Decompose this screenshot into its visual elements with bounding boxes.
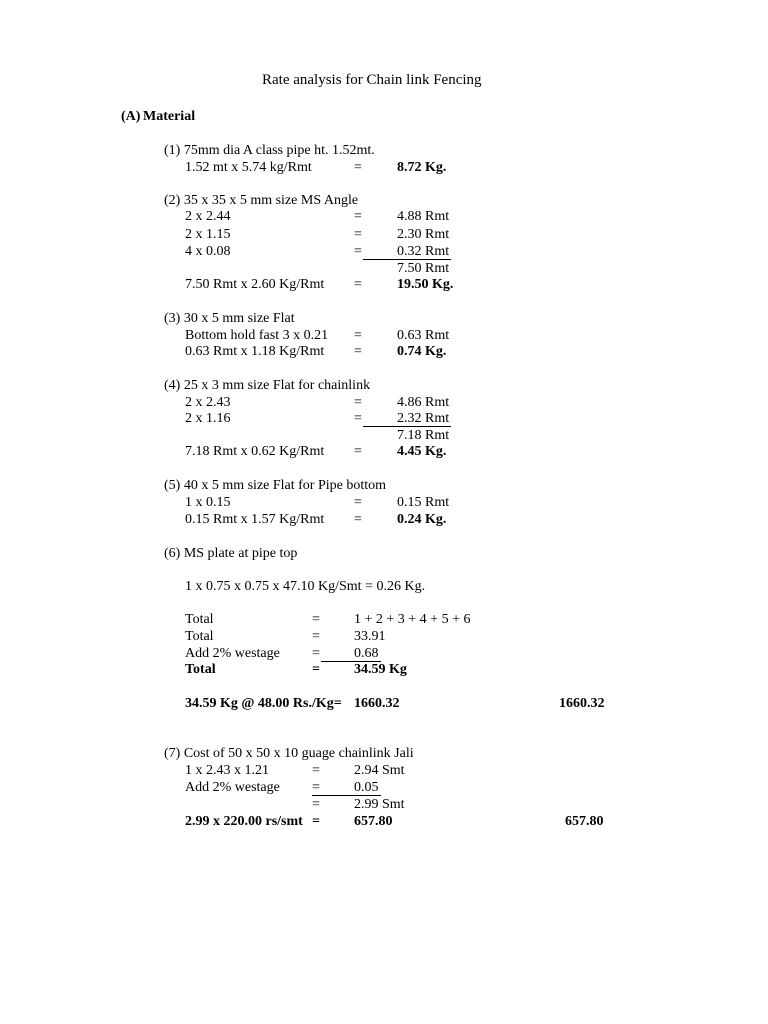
item-7-row-desc: Add 2% westage bbox=[185, 780, 280, 795]
item-5-row-eq: = bbox=[354, 512, 362, 527]
item-2-row-eq: = bbox=[354, 244, 362, 259]
item-2-row-val: 2.30 Rmt bbox=[397, 227, 450, 242]
item-2-row-desc: 4 x 0.08 bbox=[185, 244, 231, 259]
item-3-row-desc: Bottom hold fast 3 x 0.21 bbox=[185, 328, 329, 343]
totals-eq: = bbox=[312, 612, 320, 627]
totals-desc: Total bbox=[185, 662, 216, 677]
item-7-row-val: 2.94 Smt bbox=[354, 763, 405, 778]
item-7-rate-eq: = bbox=[312, 814, 320, 829]
section-label: (A) bbox=[121, 109, 141, 124]
totals-val: 1 + 2 + 3 + 4 + 5 + 6 bbox=[354, 612, 471, 627]
item-4-row-desc: 7.18 Rmt x 0.62 Kg/Rmt bbox=[185, 444, 325, 459]
item-2-row-val: 4.88 Rmt bbox=[397, 209, 450, 224]
section-name: Material bbox=[143, 109, 196, 124]
item-3-heading: (3) 30 x 5 mm size Flat bbox=[164, 311, 295, 326]
item-4-row-val: 4.86 Rmt bbox=[397, 395, 450, 410]
item-5-row-eq: = bbox=[354, 495, 362, 510]
totals-eq: = bbox=[312, 662, 320, 677]
totals-val: 33.91 bbox=[354, 629, 386, 644]
item-4-row-eq: = bbox=[354, 411, 362, 426]
item-2-row-desc: 7.50 Rmt x 2.60 Kg/Rmt bbox=[185, 277, 325, 292]
item-5-heading: (5) 40 x 5 mm size Flat for Pipe bottom bbox=[164, 478, 387, 493]
item-1-row-eq: = bbox=[354, 160, 362, 175]
item-1-row-desc: 1.52 mt x 5.74 kg/Rmt bbox=[185, 160, 312, 175]
item-7-row-eq: = bbox=[312, 797, 320, 812]
item-4-heading: (4) 25 x 3 mm size Flat for chainlink bbox=[164, 378, 371, 393]
item-4-row-eq: = bbox=[354, 444, 362, 459]
item-7-heading: (7) Cost of 50 x 50 x 10 guage chainlink Jali bbox=[164, 746, 414, 761]
item-5-row-val: 0.15 Rmt bbox=[397, 495, 450, 510]
item-2-row-desc: 2 x 2.44 bbox=[185, 209, 231, 224]
item-4-row-eq: = bbox=[354, 395, 362, 410]
item-1-row-val: 8.72 Kg. bbox=[397, 160, 447, 175]
item-4-row-val: 2.32 Rmt bbox=[397, 411, 450, 426]
item-3-row-desc: 0.63 Rmt x 1.18 Kg/Rmt bbox=[185, 344, 325, 359]
item-5-row-desc: 1 x 0.15 bbox=[185, 495, 231, 510]
item-7-row-desc: 1 x 2.43 x 1.21 bbox=[185, 763, 269, 778]
item-5-row-desc: 0.15 Rmt x 1.57 Kg/Rmt bbox=[185, 512, 325, 527]
totals-eq: = bbox=[312, 646, 320, 661]
item-7-rate-total: 657.80 bbox=[565, 814, 604, 829]
item-5-row-val: 0.24 Kg. bbox=[397, 512, 447, 527]
item-3-row-eq: = bbox=[354, 328, 362, 343]
item-7-rate-desc: 2.99 x 220.00 rs/smt bbox=[185, 814, 303, 829]
totals-val: 34.59 Kg bbox=[354, 662, 407, 677]
item-2-row-eq: = bbox=[354, 227, 362, 242]
item-3-row-eq: = bbox=[354, 344, 362, 359]
item-2-subtotal: 7.50 Rmt bbox=[397, 261, 450, 276]
item-2-row-val: 19.50 Kg. bbox=[397, 277, 454, 292]
item-2-row-val: 0.32 Rmt bbox=[397, 244, 450, 259]
material-rate-total: 1660.32 bbox=[559, 696, 605, 711]
item-7-row-eq: = bbox=[312, 780, 320, 795]
item-7-row-eq: = bbox=[312, 763, 320, 778]
item-7-rate-val: 657.80 bbox=[354, 814, 393, 829]
item-3-row-val: 0.63 Rmt bbox=[397, 328, 450, 343]
totals-eq: = bbox=[312, 629, 320, 644]
item-3-row-val: 0.74 Kg. bbox=[397, 344, 447, 359]
item-4-row-val: 4.45 Kg. bbox=[397, 444, 447, 459]
item-2-row-eq: = bbox=[354, 209, 362, 224]
item-4-subtotal: 7.18 Rmt bbox=[397, 428, 450, 443]
material-rate-val: 1660.32 bbox=[354, 696, 400, 711]
item-2-heading: (2) 35 x 35 x 5 mm size MS Angle bbox=[164, 193, 359, 208]
material-rate-desc: 34.59 Kg @ 48.00 Rs./Kg= bbox=[185, 696, 342, 711]
item-4-row-desc: 2 x 2.43 bbox=[185, 395, 231, 410]
item-7-row-val: 2.99 Smt bbox=[354, 797, 405, 812]
totals-desc: Total bbox=[185, 612, 214, 627]
item-1-heading: (1) 75mm dia A class pipe ht. 1.52mt. bbox=[164, 143, 375, 158]
item-2-row-eq: = bbox=[354, 277, 362, 292]
item-4-row-desc: 2 x 1.16 bbox=[185, 411, 231, 426]
totals-desc: Add 2% westage bbox=[185, 646, 280, 661]
totals-val: 0.68 bbox=[354, 646, 379, 661]
item-6-calc: 1 x 0.75 x 0.75 x 47.10 Kg/Smt = 0.26 Kg. bbox=[185, 579, 426, 594]
item-2-row-desc: 2 x 1.15 bbox=[185, 227, 231, 242]
totals-desc: Total bbox=[185, 629, 214, 644]
item-6-heading: (6) MS plate at pipe top bbox=[164, 546, 298, 561]
item-7-row-val: 0.05 bbox=[354, 780, 379, 795]
page-title: Rate analysis for Chain link Fencing bbox=[262, 72, 482, 88]
